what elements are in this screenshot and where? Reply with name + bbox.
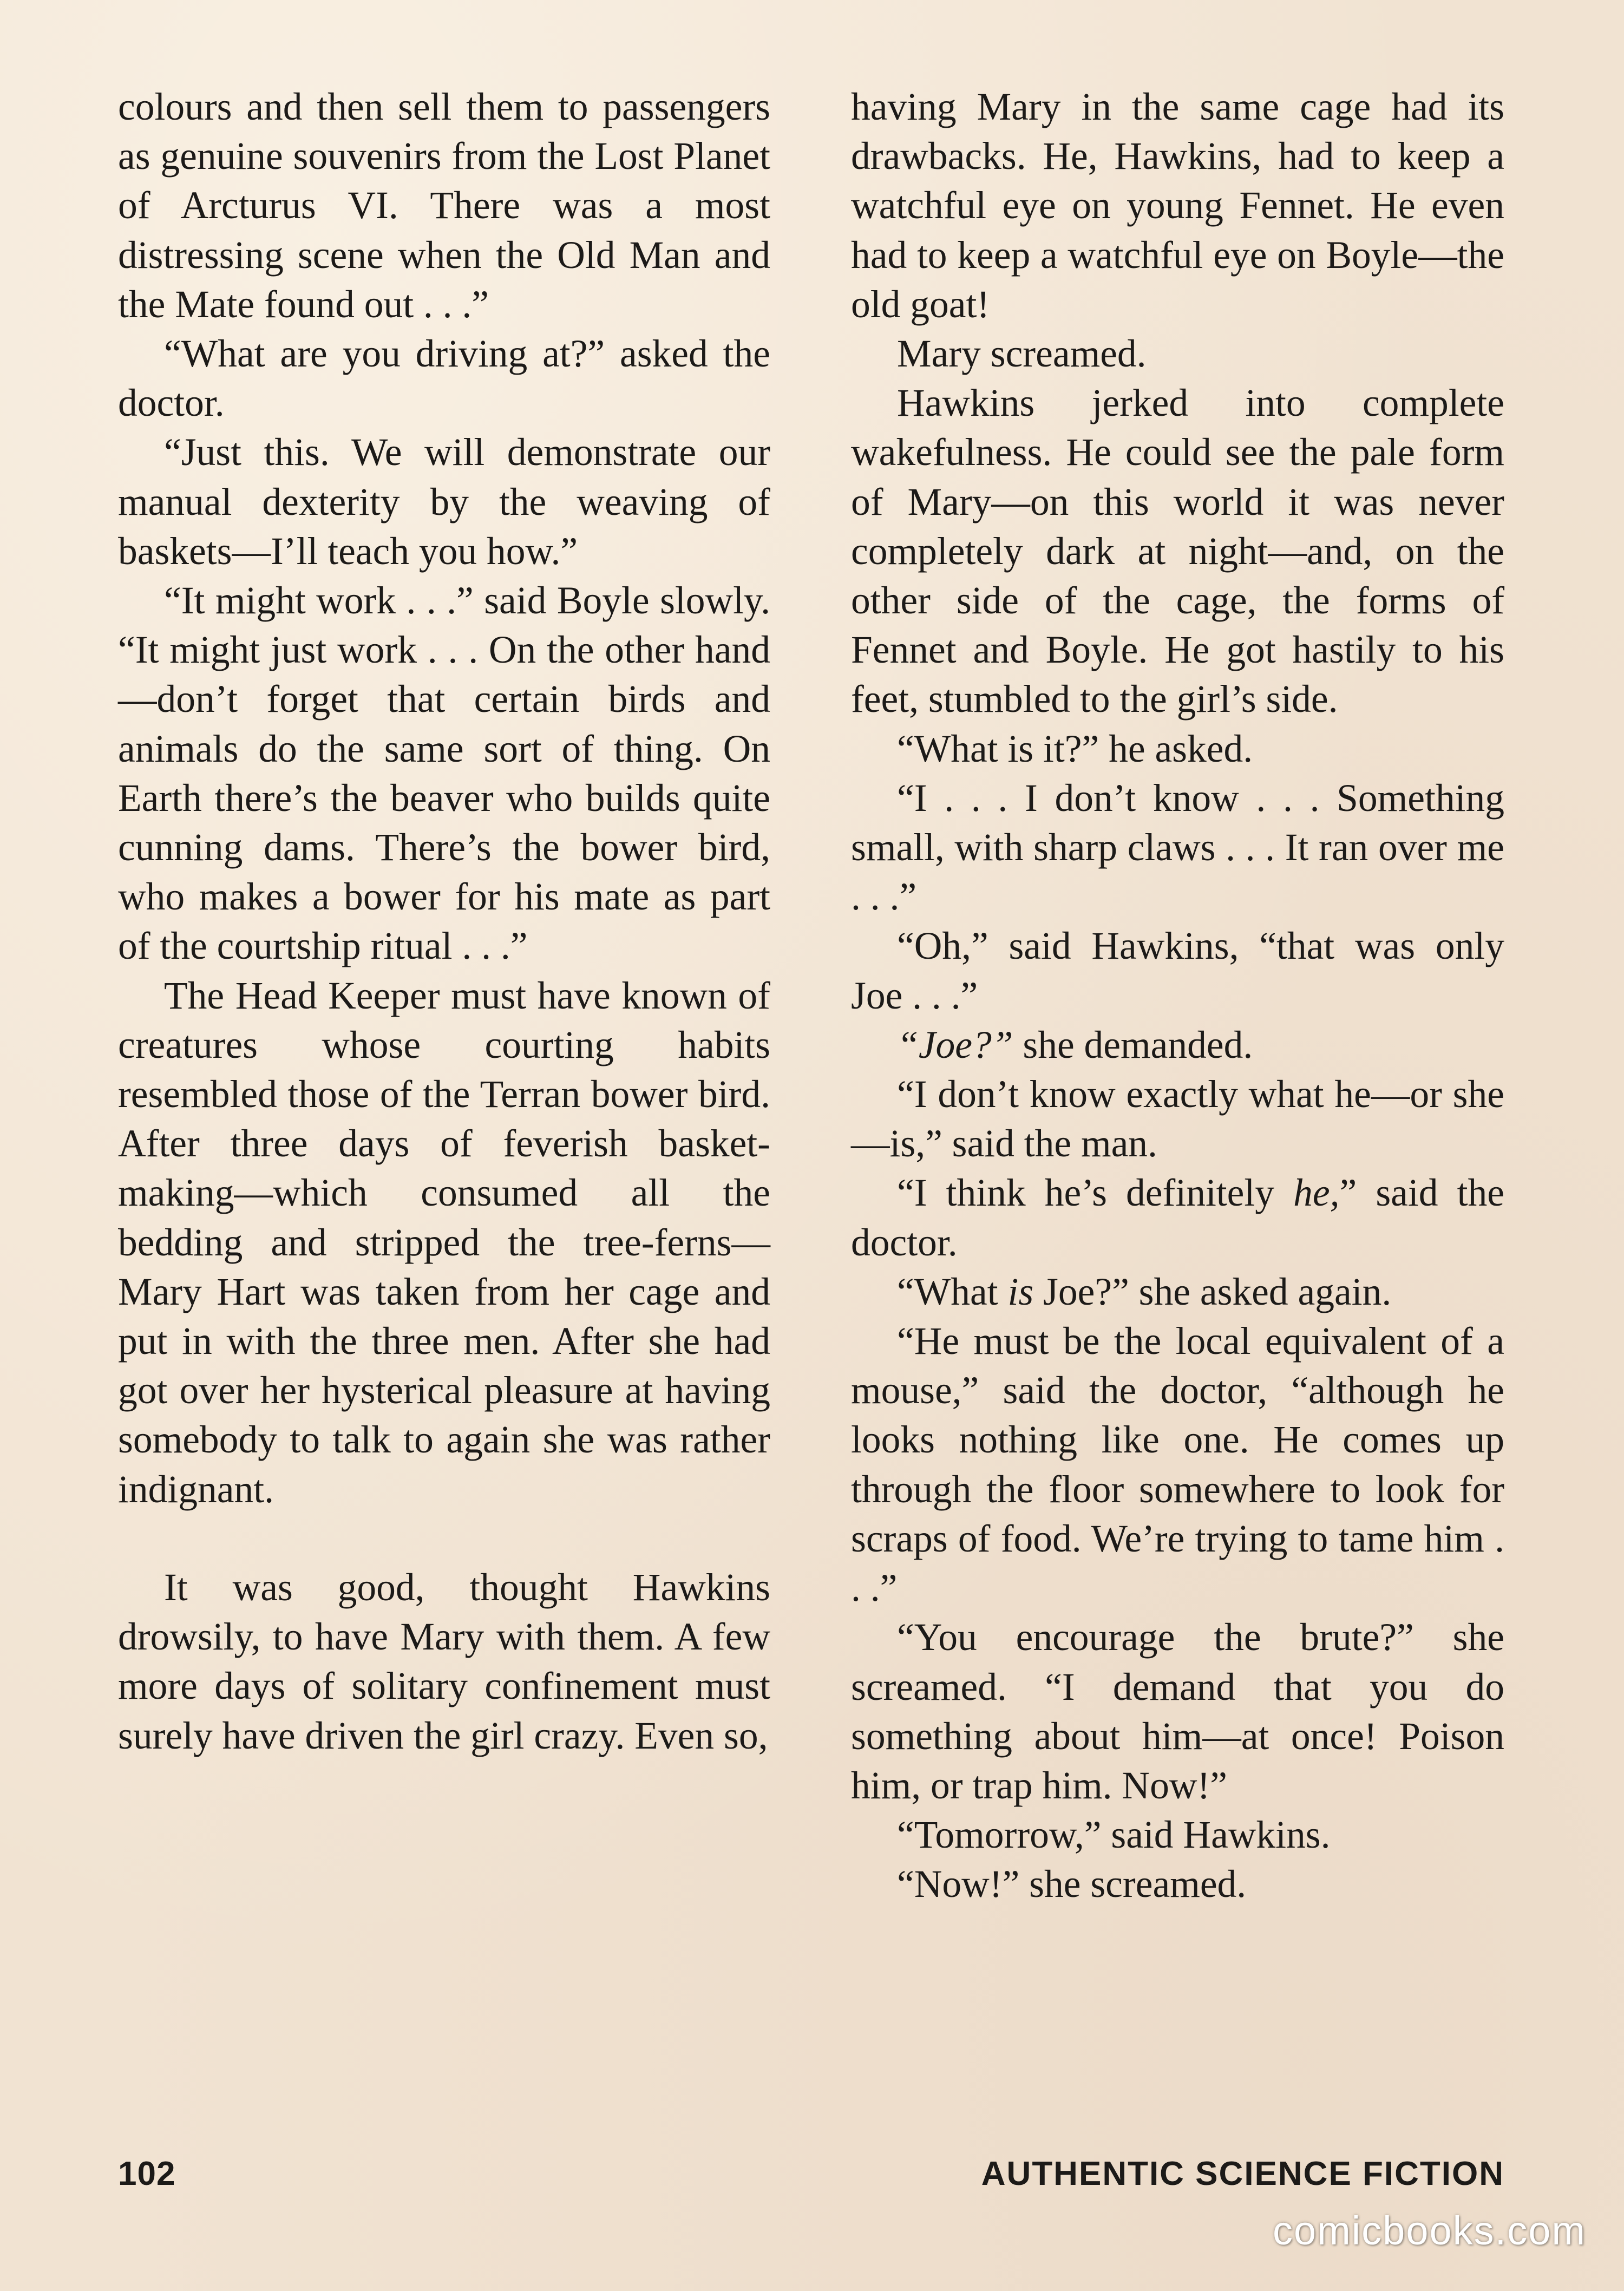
paragraph: “He must be the local equivalent of a mouse,” said the doctor, “although he looks nothing like one. He comes up through the floor somewhere to look for scraps of food. We’re trying to tame him . . .” — [851, 1320, 1504, 1610]
paragraph: Mary screamed. — [897, 332, 1147, 376]
italic-text: is — [1007, 1270, 1034, 1313]
paragraph: It was good, thought Hawkins drowsily, to have Mary with them. A few more days of solitary confinement must surely have driven the girl crazy. Even so, — [118, 1566, 770, 1757]
page-number: 102 — [118, 2155, 176, 2192]
paragraph: “Now!” she screamed. — [897, 1863, 1247, 1906]
paragraph: The Head Keeper must have known of creatures whose courting habits resembled those of the Terran bower bird. After three days of feverish basket-making—which consumed all the bedding and stripped the tree-ferns—Mary Hart was taken from her cage and put in with the three men. After she had got over her hysterical pleasure at having somebody to talk to again she was rather indignant. — [118, 974, 770, 1511]
italic-text: he, — [1293, 1171, 1340, 1215]
paragraph: “You encourage the brute?” she screamed. “I demand that you do something about him—at once! Poison him, or trap him. Now!” — [851, 1616, 1504, 1807]
paragraph: “I . . . I don’t know . . . Something small, with sharp claws . . . It ran over me . . .” — [851, 776, 1504, 919]
paragraph: “What are you driving at?” asked the doctor. — [118, 332, 770, 425]
paragraph-text: Joe?” she asked again. — [1033, 1270, 1392, 1313]
paragraph — [851, 1267, 1504, 1317]
paragraph: Hawkins jerked into complete wakefulness. He could see the pale form of Mary—on this world it was never completely dark at night—and, on the other side of the cage, the forms of Fennet and Boyle. He got hastily to his feet, stumbled to the girl’s side. — [851, 382, 1504, 721]
paragraph: colours and then sell them to passengers as genuine souvenirs from the Lost Planet of Arcturus VI. There was a most distressing scene when the Old Man and the Mate found out . . .” — [118, 86, 770, 326]
paragraph: “Oh,” said Hawkins, “that was only Joe . . .” — [851, 925, 1504, 1017]
paragraph-text: “I think he’s definitely — [897, 1171, 1294, 1215]
paragraph — [851, 1020, 1504, 1070]
paragraph — [851, 1168, 1504, 1267]
paragraph: “It might work . . .” said Boyle slowly. “It might just work . . . On the other hand—don’t forget that certain birds and animals do the same sort of thing. On Earth there’s the beaver who builds quite cunning dams. There’s the bower bird, who makes a bower for his mate as part of the courtship ritual . . .” — [118, 579, 770, 968]
italic-text: “Joe?” — [897, 1023, 1013, 1066]
watermark: comicbooks.com — [1272, 2208, 1586, 2253]
paragraph-text: she demanded. — [1013, 1023, 1253, 1066]
paragraph: “What is it?” he asked. — [897, 727, 1253, 770]
paragraph-text: ” said the doctor. — [851, 1171, 1504, 1264]
paragraph-text: “What — [897, 1270, 1008, 1313]
right-text-column — [851, 82, 1504, 1909]
paragraph: “Just this. We will demonstrate our manual dexterity by the weaving of baskets—I’ll teach you how.” — [118, 431, 770, 573]
running-title: AUTHENTIC SCIENCE FICTION — [981, 2155, 1504, 2192]
paragraph: “I don’t know exactly what he—or she—is,” said the man. — [851, 1073, 1504, 1166]
paragraph: having Mary in the same cage had its drawbacks. He, Hawkins, had to keep a watchful eye on young Fennet. He even had to keep a watchful eye on Boyle—the old goat! — [851, 86, 1504, 326]
paragraph: “Tomorrow,” said Hawkins. — [897, 1814, 1331, 1857]
left-text-column — [118, 82, 770, 1760]
